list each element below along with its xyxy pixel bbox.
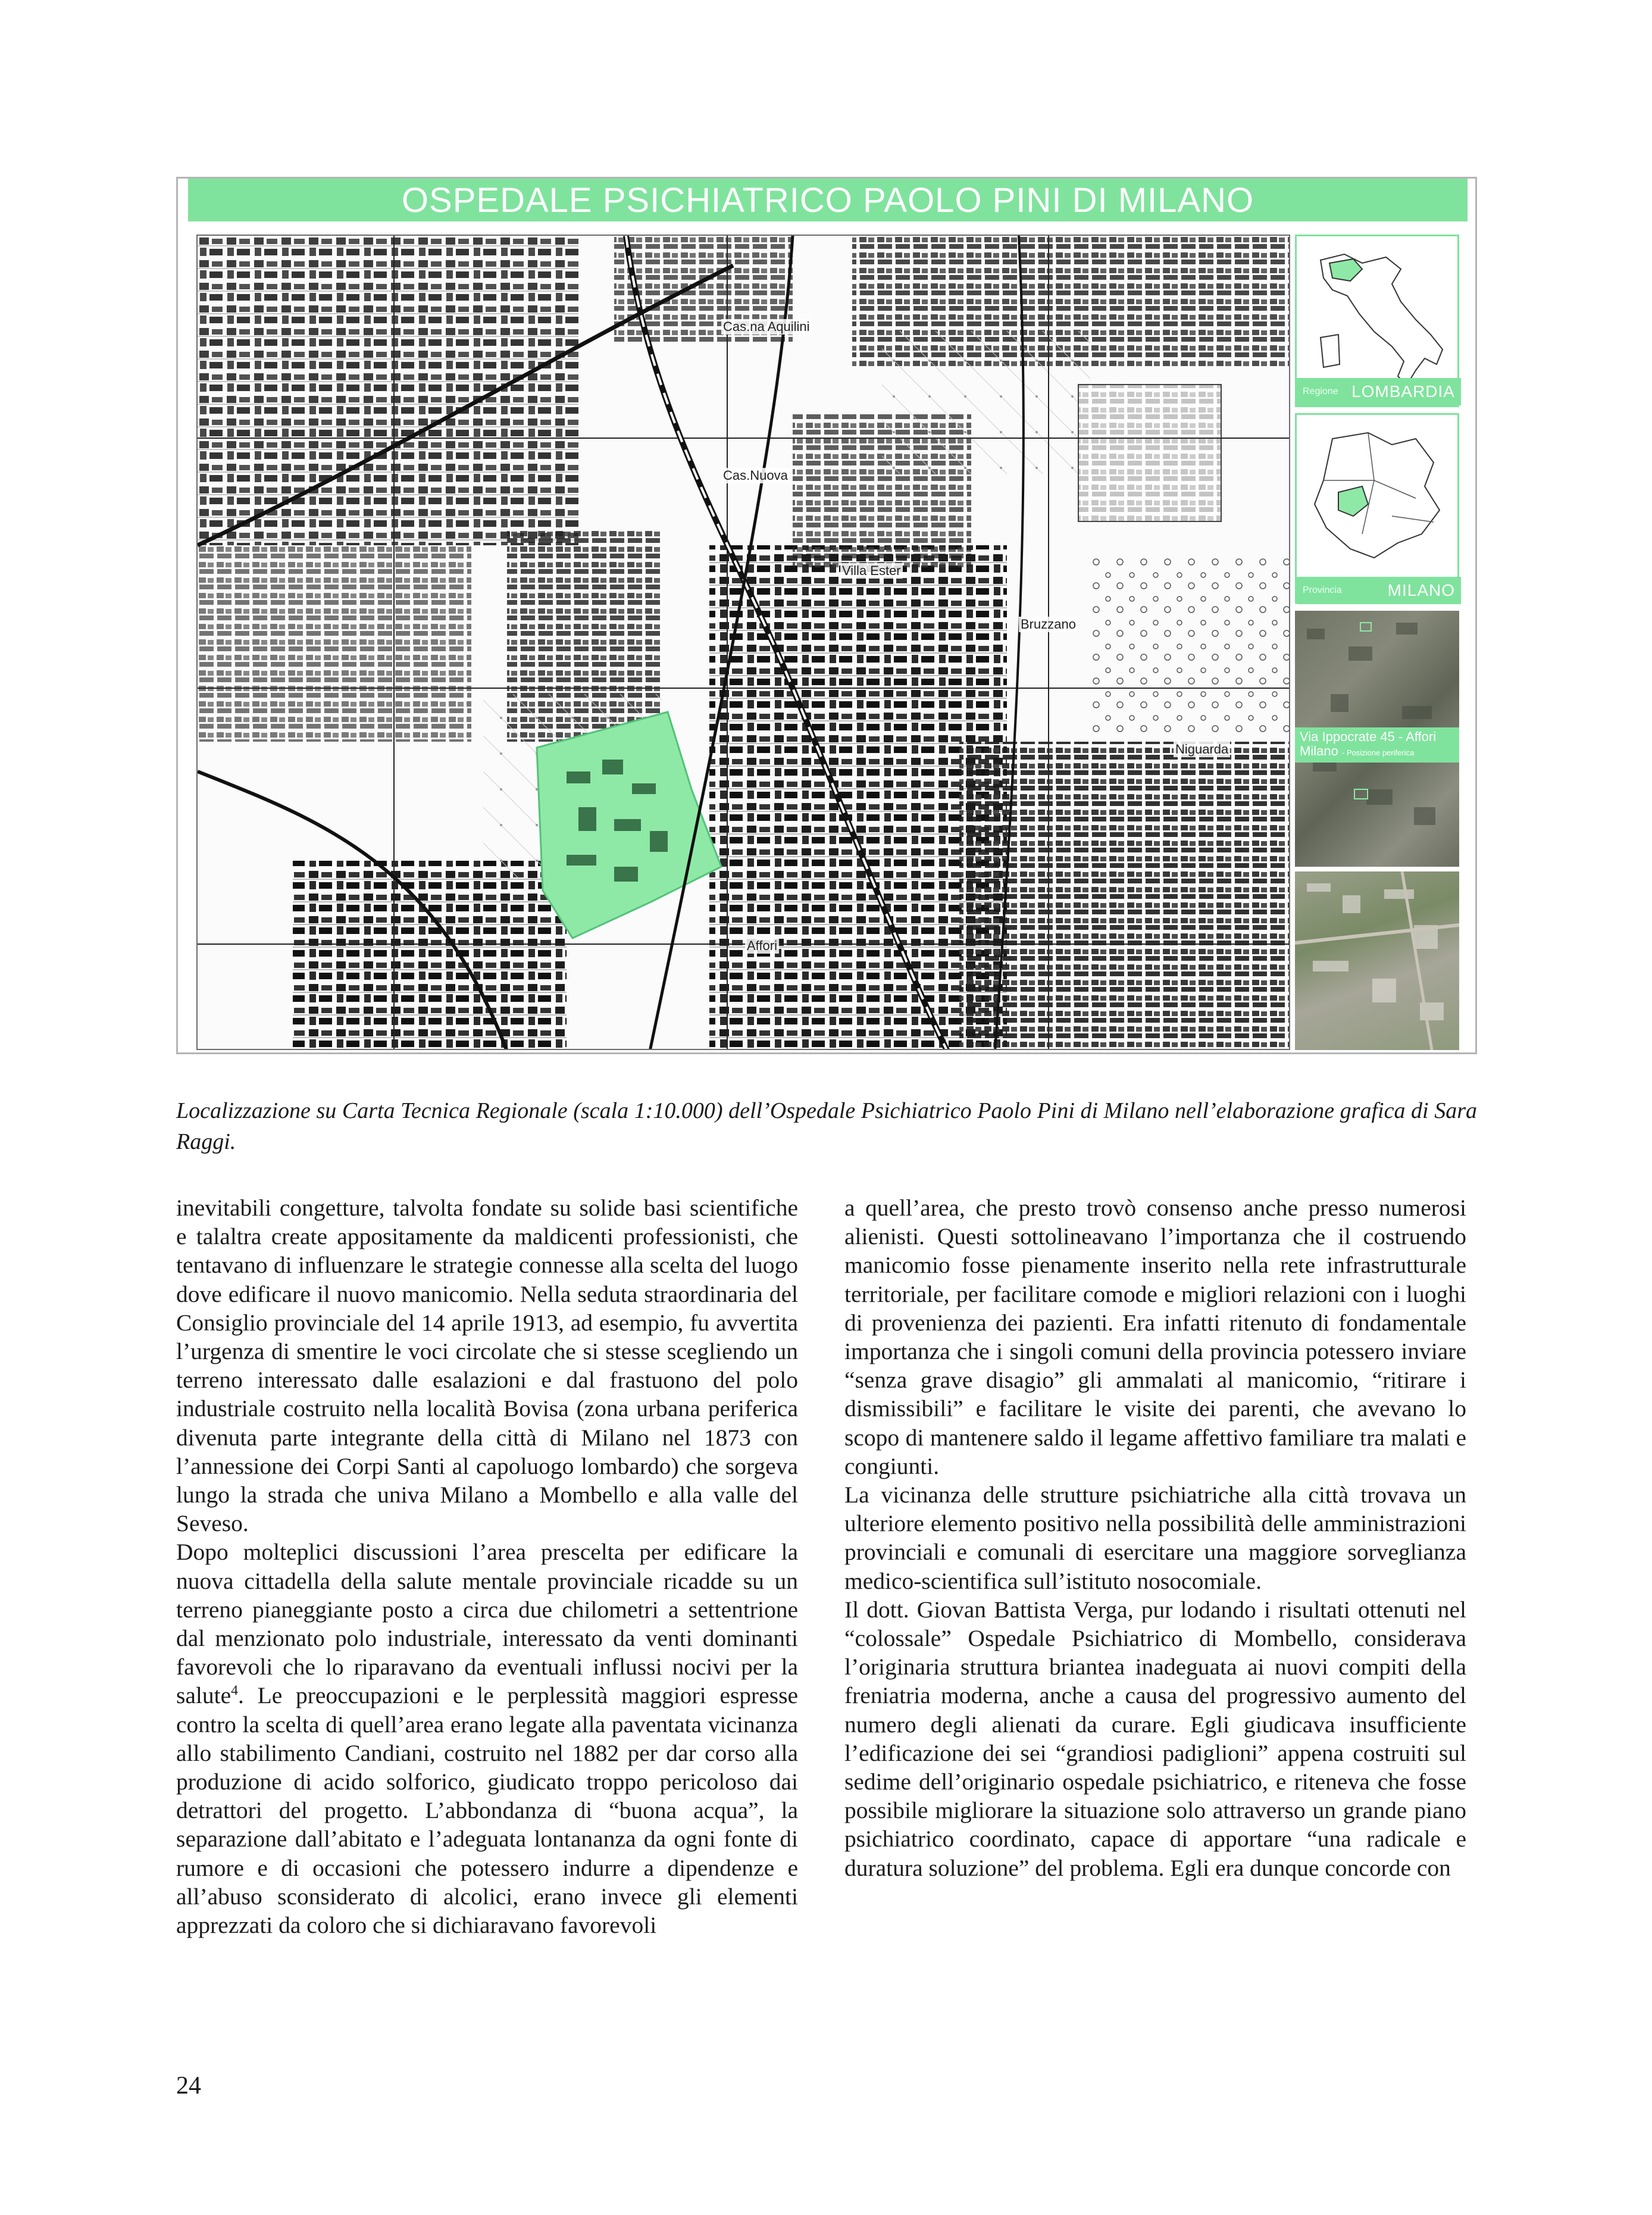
paragraph-text: Dopo molteplici discussioni l’area prescelta per edificare la nuova cittadella della salute mentale provinciale ricadde su un terreno pianeggiante posto a circa due chilometri a settentrione dal menzionato polo industriale, interessato da venti dominanti favorevoli che lo riparavano da eventuali influssi nocivi per la salute	[176, 1539, 798, 1709]
figure-title: OSPEDALE PSICHIATRICO PAOLO PINI DI MILANO	[188, 179, 1468, 221]
region-name: LOMBARDIA	[1351, 382, 1455, 401]
aerial-photo-close	[1295, 871, 1459, 1050]
address-line-1: Via Ippocrate 45 - Affori	[1300, 729, 1437, 744]
address-position-note: - Posizione periferica	[1341, 748, 1415, 757]
location-insets	[1295, 235, 1459, 1050]
paragraph: Il dott. Giovan Battista Verga, pur lodando i risultati ottenuti nel “colossale” Ospedale Psichiatrico di Mombello, considerava l’originaria struttura briantea inadeguata ai nuovi compiti della freniatria moderna, anche a causa del progressivo aumento del numero degli alienati da curare. Egli giudicava insufficiente l’edificazione dei sei “grandiosi padiglioni” appena costruiti sul sedime dell’originario ospedale psichiatrico, e riteneva che fosse possibile migliorare la situazione solo attraverso un grande piano psichiatrico coordinato, capace di apportare “una radicale e duratura soluzione” del problema. Egli era dunque concorde con	[844, 1596, 1466, 1881]
map-label-cascina-aquilini: Cas.na Aquilini	[721, 319, 812, 335]
map-label-bruzzano: Bruzzano	[1019, 617, 1078, 632]
map-label-cascina-nuova: Cas.Nuova	[721, 468, 790, 483]
lombardy-inset	[1295, 413, 1459, 604]
text-column-left	[176, 1194, 798, 1939]
satellite-photo-wide	[1295, 611, 1459, 867]
footnote-ref: 4	[231, 1683, 238, 1699]
region-label	[1297, 378, 1461, 405]
address-line-2: Milano	[1300, 743, 1338, 758]
paragraph	[176, 1538, 798, 1939]
italy-inset	[1295, 235, 1459, 407]
figure-caption: Localizzazione su Carta Tecnica Regionale (scala 1:10.000) dell’Ospedale Psichiatrico Paolo Pini di Milano nell’elaborazione grafica di Sara Raggi.	[176, 1098, 1477, 1154]
paragraph: inevitabili congetture, talvolta fondate su solide basi scientifiche e talaltra create appositamente da maldicenti professionisti, che tentavano di influenzare le strategie connesse alla scelta del luogo dove edificare il nuovo manicomio. Nella seduta straordinaria del Consiglio provinciale del 14 aprile 1913, ad esempio, fu avvertita l’urgenza di smentire le voci circolate che si stesse scegliendo un terreno interessato dalle esalazioni e dal frastuono del polo industriale costruito nella località Bovisa (zona urbana periferica divenuta parte integrante della città di Milano nel 1873 con l’annessione dei Corpi Santi al capoluogo lombardo) che sorgeva lungo la strada che univa Milano a Mombello e alla valle del Seveso.	[176, 1195, 798, 1537]
province-label	[1297, 577, 1461, 604]
map-label-affori: Affori	[745, 938, 779, 954]
paragraph: La vicinanza delle strutture psichiatriche alla città trovava un ulteriore elemento positivo nella possibilità delle amministrazioni provinciali e comunali di esercitare una maggiore sorveglianza medico-scientifica sull’istituto nosocomiale.	[844, 1482, 1466, 1594]
technical-map	[196, 235, 1290, 1050]
aerial-texture	[1295, 871, 1459, 1050]
province-name: MILANO	[1387, 581, 1455, 599]
paragraph-text: . Le preoccupazioni e le perplessità maggiori espresse contro la scelta di quell’area erano legate alla paventata vicinanza allo stabilimento Candiani, costruito nel 1882 per dar corso alla produzione di acido solforico, giudicato troppo pericoloso dai detrattori del progetto. L’abbondanza di “buona acqua”, la separazione dall’abitato e l’adeguata lontananza da ogni fonte di rumore e di occasioni che potessero indurre a dipendenze e all’abuso sconsiderato di alcolici, erano invece gli elementi apprezzati da coloro che si dichiaravano favorevoli	[176, 1682, 798, 1939]
province-small-label: Provincia	[1303, 585, 1342, 595]
map-label-niguarda: Niguarda	[1174, 742, 1230, 757]
page-number: 24	[176, 2072, 201, 2100]
text-column-right	[844, 1194, 1466, 1882]
address-label	[1295, 727, 1459, 763]
lombardy-map-icon	[1297, 415, 1457, 576]
map-label-villa-ester: Villa Ester	[840, 563, 903, 579]
region-small-label: Regione	[1303, 386, 1338, 396]
map-drawing	[198, 236, 1290, 1050]
paragraph: a quell’area, che presto trovò consenso anche presso numerosi alienisti. Questi sottolineavano l’importanza che il costruendo manicomio fosse pienamente inserito nella rete infrastrutturale territoriale, per facilitare comode e migliori relazioni con i luoghi di provenienza dei pazienti. Era infatti ritenuto di fondamentale importanza che i singoli comuni della provincia potessero inviare “senza grave disagio” gli ammalati al manicomio, “ritirare i dismissibili” e facilitare le visite dei parenti, che avevano lo scopo di mantenere saldo il legame affettivo familiare tra malati e congiunti.	[844, 1195, 1466, 1479]
